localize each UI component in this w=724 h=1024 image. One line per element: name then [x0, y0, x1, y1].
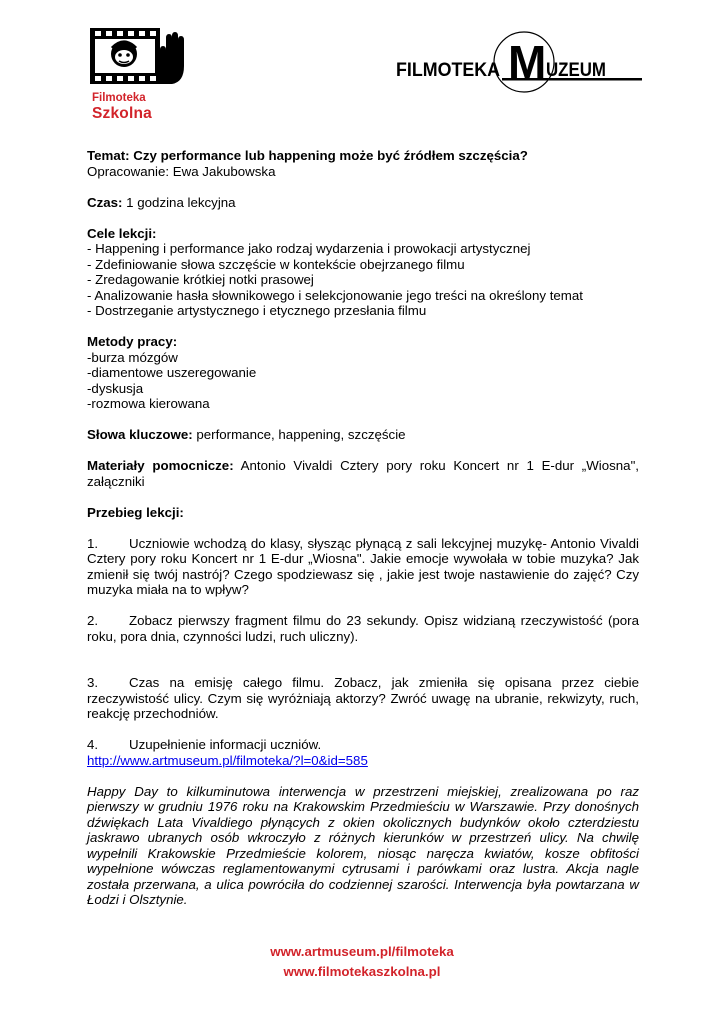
- filmoteka-muzeum-logo: [396, 28, 642, 98]
- step-number: 2.: [87, 613, 99, 628]
- procedure-step: [87, 536, 639, 598]
- materials-value: Antonio Vivaldi Cztery pory roku Koncert nr 1 E-dur „Wiosna", załączniki: [87, 458, 639, 489]
- goal-item: - Dostrzeganie artystycznego i etycznego przesłania filmu: [87, 303, 427, 318]
- step-text: Zobacz pierwszy fragment filmu do 23 sekundy. Opisz widzianą rzeczywistość (pora roku, pora dnia, czynności ludzi, ruch uliczny).: [87, 613, 639, 644]
- keywords-value: performance, happening, szczęście: [192, 427, 406, 442]
- footer-url-artmuseum[interactable]: www.artmuseum.pl/filmoteka: [270, 944, 454, 959]
- method-item: -dyskusja: [87, 380, 144, 396]
- method-item: -burza mózgów: [87, 349, 178, 365]
- step-text: Czas na emisję całego filmu. Zobacz, jak zmieniła się opisana przez ciebie rzeczywistość ulicy. Czym się wyróżniają aktorzy? Zwróć uwagę na ubranie, rekwizyty, ruch, reakcję przechodniów.: [87, 675, 639, 721]
- goals-heading: Cele lekcji:: [87, 225, 157, 241]
- procedure-heading: Przebieg lekcji:: [87, 504, 184, 520]
- step-number: 1.: [87, 535, 99, 551]
- methods-heading: Metody pracy:: [87, 334, 178, 349]
- museum-logo-letter: M: [508, 36, 547, 88]
- museum-logo-right: UZEUM: [546, 60, 606, 81]
- museum-logo-left: FILMOTEKA: [396, 60, 501, 81]
- method-item: -rozmowa kierowana: [87, 396, 210, 411]
- procedure-step: [87, 613, 639, 644]
- footer-url-filmotekaszkolna[interactable]: www.filmotekaszkolna.pl: [283, 964, 441, 979]
- goal-item: - Zredagowanie krótkiej notki prasowej: [87, 272, 314, 287]
- materials: [87, 458, 639, 489]
- procedure-step: [87, 675, 639, 722]
- goal-item: - Analizowanie hasła słownikowego i selekcjonowanie jego treści na określony temat: [87, 287, 583, 303]
- artmuseum-link[interactable]: http://www.artmuseum.pl/filmoteka/?l=0&id=585: [87, 752, 368, 768]
- szkolna-label: Szkolna: [92, 105, 152, 122]
- step-number: 4.: [87, 737, 99, 752]
- goal-item: - Happening i performance jako rodzaj wydarzenia i prowokacji artystycznej: [87, 241, 531, 256]
- filmoteka-label: Filmoteka: [92, 92, 146, 104]
- lesson-topic: Temat: Czy performance lub happening może być źródłem szczęścia?: [87, 148, 528, 163]
- keywords-label: Słowa kluczowe:: [87, 427, 193, 442]
- lesson-time: [87, 195, 639, 211]
- happy-day-description: Happy Day to kilkuminutowa interwencja w przestrzeni miejskiej, zrealizowana po raz pierwszy w grudniu 1976 roku na Krakowskim Przedmieściu w Warszawie. Przy donośnych dźwiękach Lata Vivaldiego płynących z okien okolicznych budynków około czterdziestu jaskrawo ubranych osób wkroczyło z różnych kierunków w przestrzeń ulicy. Na chwilę wypełnili Krakowskie Przedmieście kolorem, niosąc naręcza kwiatów, kosze obfitości wypełnione wówczas reglamentowanymi cytrusami i parówkami oraz lustra. Akcja nagle została przerwana, a ulica powróciła do codziennej szarości. Interwencja była powtarzana w Łodzi i Olsztynie.: [87, 783, 639, 907]
- procedure-step: [87, 737, 639, 753]
- time-label: Czas:: [87, 194, 123, 210]
- time-value: 1 godzina lekcyjna: [122, 194, 236, 210]
- lesson-content: [87, 148, 639, 908]
- step-text: Uzupełnienie informacji uczniów.: [129, 737, 322, 752]
- materials-label: Materiały pomocnicze:: [87, 458, 234, 473]
- lesson-author: Opracowanie: Ewa Jakubowska: [87, 163, 276, 179]
- keywords: [87, 427, 639, 443]
- method-item: -diamentowe uszeregowanie: [87, 365, 257, 380]
- goal-item: - Zdefiniowanie słowa szczęście w kontekście obejrzanego filmu: [87, 256, 465, 272]
- step-text: Uczniowie wchodzą do klasy, słysząc płynącą z sali lekcyjnej muzykę- Antonio Vivaldi Cztery pory roku Koncert nr 1 E-dur „Wiosna". Jakie emocje wywołała w tobie muzyka? Jak zmienił się twój nastrój? Czego spodziewasz się , jakie jest twoje nastawienie do zajęć? Czy muzyka miała na to wpływ?: [87, 535, 639, 597]
- step-number: 3.: [87, 675, 99, 690]
